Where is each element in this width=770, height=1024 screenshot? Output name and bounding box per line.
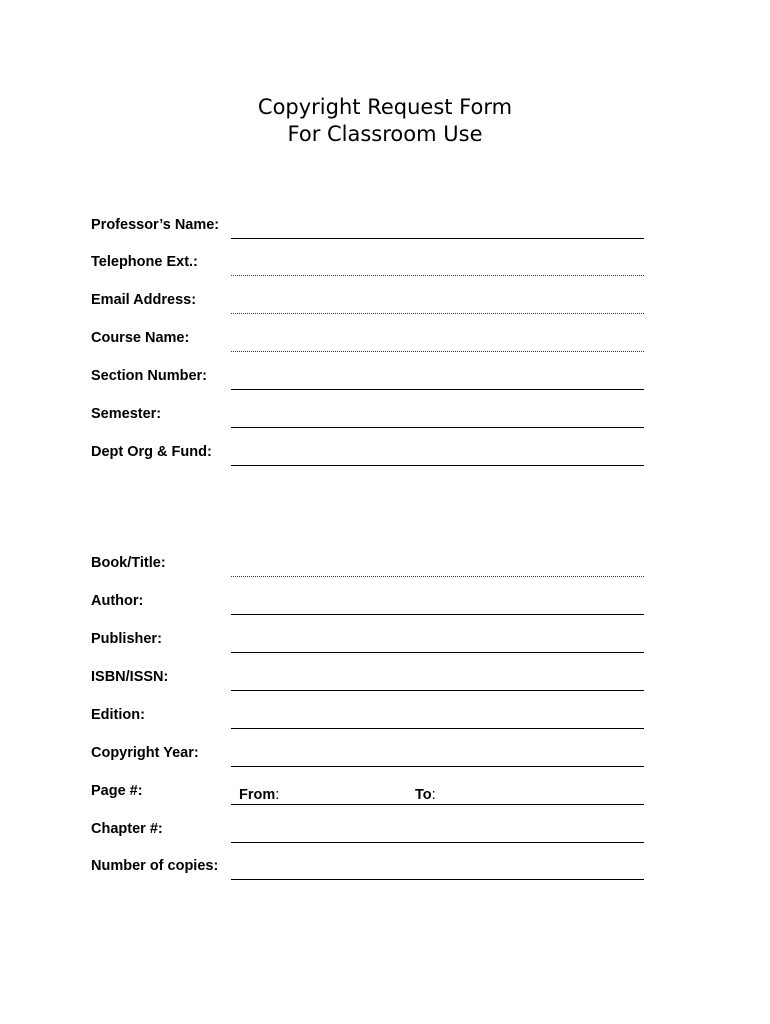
professor-name-label: Professor’s Name: [91,217,220,233]
author-label: Author: [91,593,144,609]
email-address-field[interactable] [231,292,644,314]
course-name-label: Course Name: [91,330,190,346]
publisher-label: Publisher: [91,631,162,647]
dept-org-fund-row [91,440,644,466]
section-number-field[interactable] [231,368,644,390]
page-from-label: From: [239,787,280,803]
semester-field[interactable] [231,406,644,428]
page-to-field[interactable] [443,783,649,803]
book-title-row [91,551,644,577]
telephone-ext-label: Telephone Ext.: [91,254,198,270]
publisher-field[interactable] [231,631,644,653]
edition-row [91,703,644,729]
email-address-label: Email Address: [91,292,197,308]
page-from-field[interactable] [283,783,416,803]
isbn-issn-field[interactable] [231,669,644,691]
course-name-field[interactable] [231,330,644,352]
page-to-label: To: [415,787,436,803]
telephone-ext-field[interactable] [231,254,644,276]
course-name-row [91,326,644,352]
professor-name-field[interactable] [231,217,644,239]
copyright-year-field[interactable] [231,745,644,767]
form-title: Copyright Request Form [257,95,513,119]
section-number-label: Section Number: [91,368,208,384]
book-title-label: Book/Title: [91,555,166,571]
semester-label: Semester: [91,406,162,422]
book-title-field[interactable] [231,555,644,577]
number-of-copies-row [91,854,644,880]
chapter-number-label: Chapter #: [91,821,163,837]
copyright-year-label: Copyright Year: [91,745,199,761]
number-of-copies-label: Number of copies: [91,858,219,874]
professor-name-row [91,213,644,239]
page-range-row [91,779,644,805]
chapter-number-field[interactable] [231,821,644,843]
isbn-issn-label: ISBN/ISSN: [91,669,169,685]
number-of-copies-field[interactable] [231,858,644,880]
section-number-row [91,364,644,390]
dept-org-fund-field[interactable] [231,444,644,466]
publisher-row [91,627,644,653]
semester-row [91,402,644,428]
dept-org-fund-label: Dept Org & Fund: [91,444,212,460]
edition-field[interactable] [231,707,644,729]
author-row [91,589,644,615]
page-number-label: Page #: [91,783,143,799]
email-address-row [91,288,644,314]
author-field[interactable] [231,593,644,615]
form-subtitle: For Classroom Use [287,122,483,146]
chapter-number-row [91,817,644,843]
copyright-year-row [91,741,644,767]
page-range-underline [231,804,644,805]
isbn-issn-row [91,665,644,691]
edition-label: Edition: [91,707,145,723]
telephone-ext-row [91,250,644,276]
